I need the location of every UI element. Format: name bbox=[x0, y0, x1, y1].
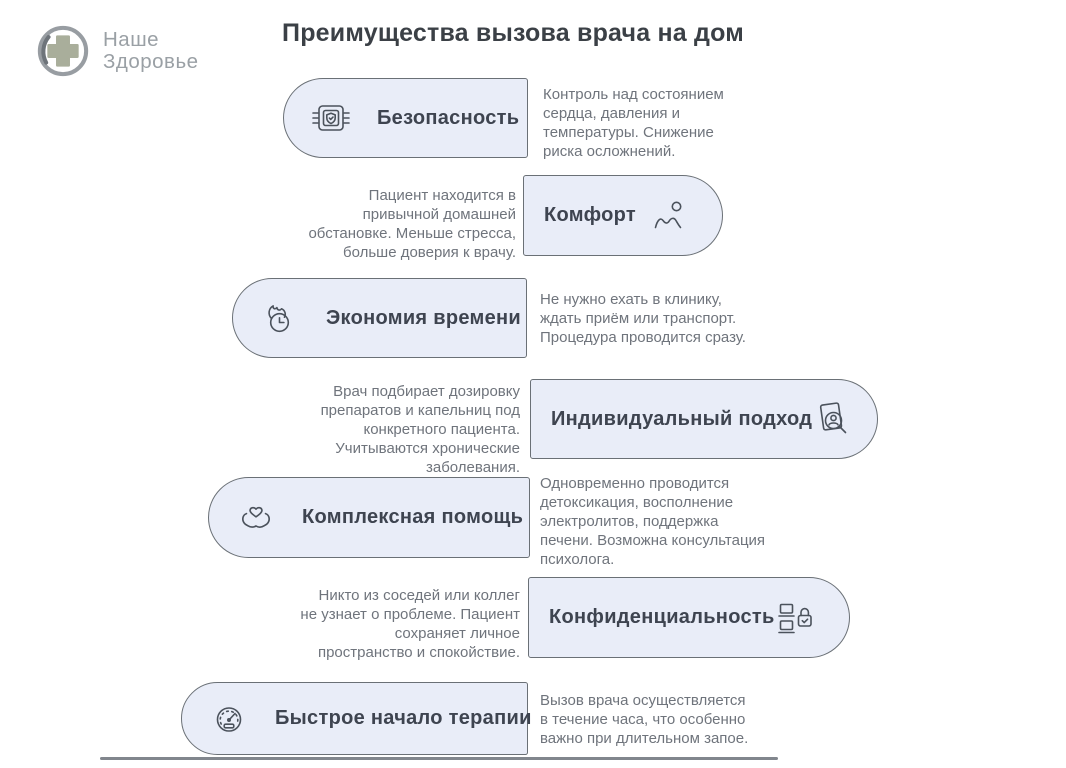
benefit-title: Комплексная помощь bbox=[302, 506, 524, 528]
benefit-card-quick-start bbox=[181, 682, 532, 755]
benefit-description: Контроль над состоянием сердца, давления и температуры. Снижение риска осложнений. bbox=[543, 86, 724, 160]
logo-text-line1: Наше bbox=[103, 28, 160, 51]
benefit-title: Конфиденциальность bbox=[549, 606, 775, 628]
benefit-card-individual-approach bbox=[530, 379, 878, 459]
benefit-title: Комфорт bbox=[544, 204, 636, 226]
benefit-description: Вызов врача осуществляется в течение часа, что особенно важно при длительном запое. bbox=[540, 692, 749, 747]
benefit-card-confidentiality bbox=[528, 577, 850, 658]
bottom-divider bbox=[100, 757, 778, 760]
benefit-card-time-saving bbox=[232, 278, 527, 358]
logo-text-line2: Здоровье bbox=[103, 50, 199, 73]
benefit-card-safety bbox=[283, 78, 528, 158]
benefit-card-comprehensive-help bbox=[208, 477, 530, 558]
benefit-description: Не нужно ехать в клинику, ждать приём или транспорт. Процедура проводится сразу. bbox=[540, 291, 746, 346]
benefit-title: Быстрое начало терапии bbox=[275, 707, 532, 729]
benefit-title: Индивидуальный подход bbox=[551, 407, 813, 430]
page-title: Преимущества вызова врача на дом bbox=[282, 19, 744, 47]
hands-holding-heart-icon bbox=[236, 498, 276, 538]
speedometer-icon bbox=[209, 699, 249, 739]
benefit-description: Одновременно проводится детоксикация, восполнение электролитов, поддержка печени. Возможна консультация психолога. bbox=[540, 475, 766, 568]
benefit-card-comfort bbox=[523, 175, 723, 256]
relaxing-person-icon bbox=[649, 196, 689, 236]
benefit-description: Врач подбирает дозировку препаратов и капельниц под конкретного пациента. Учитываются хронические заболевания. bbox=[320, 383, 520, 476]
benefit-description: Никто из соседей или коллег не узнает о проблеме. Пациент сохраняет личное пространство и спокойствие. bbox=[300, 587, 520, 661]
burning-clock-icon bbox=[260, 298, 300, 338]
patient-record-search-icon bbox=[812, 399, 852, 439]
devices-lock-icon bbox=[776, 598, 816, 638]
chip-shield-icon bbox=[311, 98, 351, 138]
benefit-title: Экономия времени bbox=[326, 306, 522, 329]
benefit-title: Безопасность bbox=[377, 106, 520, 129]
benefit-description: Пациент находится в привычной домашней обстановке. Меньше стресса, больше доверия к врачу. bbox=[308, 187, 516, 261]
